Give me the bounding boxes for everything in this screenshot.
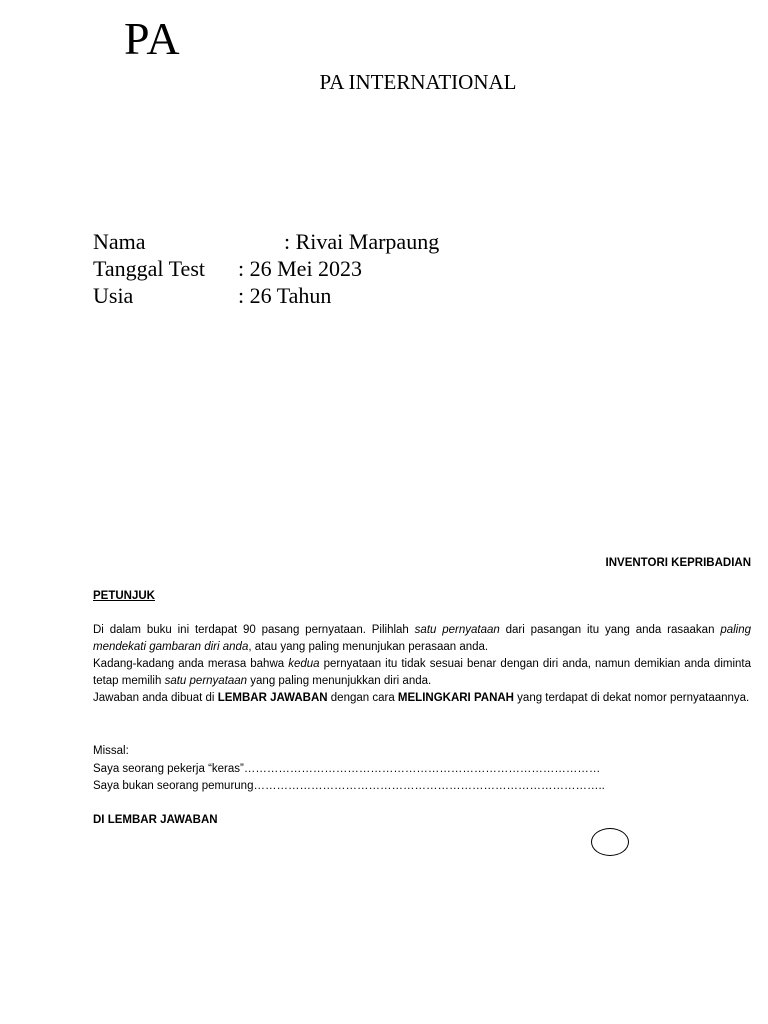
text-run: dengan cara [327,692,398,704]
instruction-paragraph-2 [93,656,751,690]
example-label: Missal: [93,745,129,757]
section-title: INVENTORI KEPRIBADIAN [605,557,751,569]
name-label: Nama [93,229,146,254]
strong-text: LEMBAR JAWABAN [217,692,328,704]
instruction-paragraph-3 [93,690,751,707]
instructions-heading: PETUNJUK [93,590,155,602]
emphasis: satu pernyataan [164,675,248,687]
answer-sheet-label: DI LEMBAR JAWABAN [93,814,218,826]
instruction-paragraph-1 [93,622,751,656]
instructions-body [93,622,751,707]
text-run: , atau yang paling menunjukan perasaan anda. [248,641,489,653]
example-line-2: Saya bukan seorang pemurung……………………………………………………………………………….. [93,780,605,792]
text-run: pernyataan itu tidak sesuai benar dengan diri anda, namun demikian anda diminta tetap memilih [93,658,752,687]
age-value: : 26 Tahun [238,283,332,308]
text-run: Di dalam buku ini terdapat 90 pasang pernyataan. Pilihlah [93,624,415,636]
test-date-label: Tanggal Test [93,256,205,281]
example-line-1: Saya seorang pekerja “keras”………………………………………………………………………………… [93,762,601,775]
strong-text: MELINGKARI PANAH [397,692,514,704]
text-run: yang terdapat di dekat nomor pernyataannya. [513,692,750,704]
company-name: PA INTERNATIONAL [319,70,517,94]
text-run: Kadang-kadang anda merasa bahwa [93,658,289,670]
emphasis: satu pernyataan [414,624,500,636]
age-label: Usia [93,283,134,308]
example-block [93,743,751,796]
text-run: Jawaban anda dibuat di [93,692,218,704]
name-value: : Rivai Marpaung [284,229,440,254]
company-logo: PA [124,13,181,64]
text-run: dari pasangan itu yang anda rasaakan [499,624,721,636]
answer-circle-shape [591,828,629,856]
text-run: yang paling menunjukkan diri anda. [247,675,432,687]
emphasis: kedua [288,658,320,670]
emphasis: paling mendekati gambaran diri anda [93,624,752,653]
test-date-value: : 26 Mei 2023 [238,256,363,281]
